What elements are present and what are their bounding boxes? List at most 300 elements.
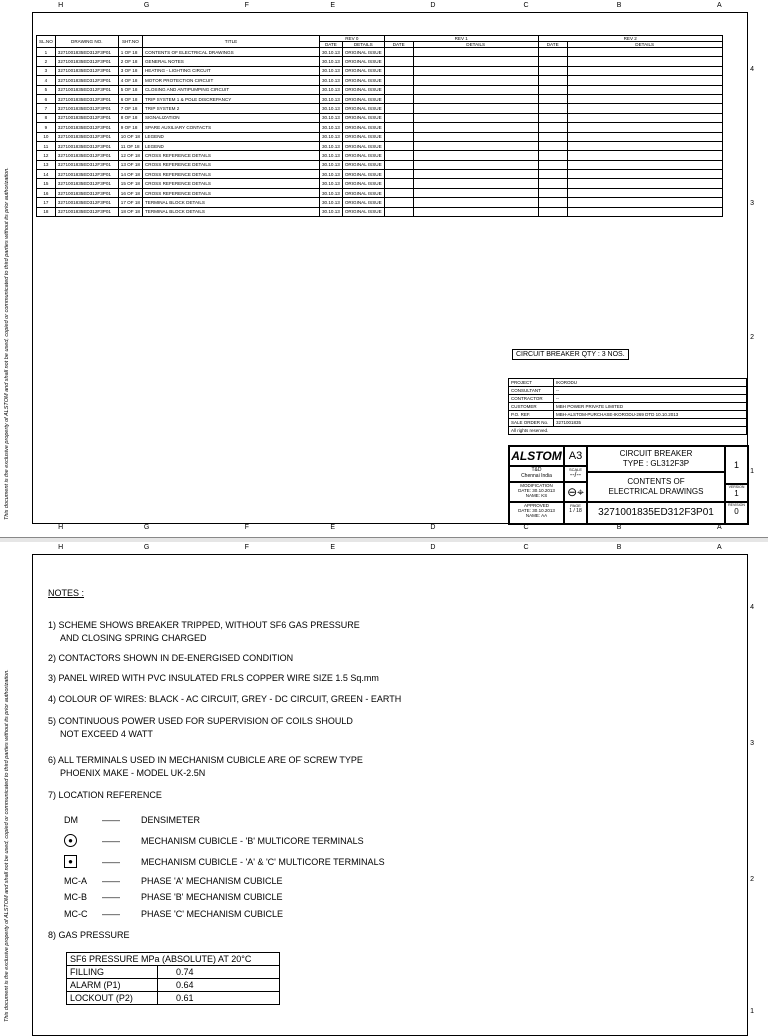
pressure-header: SF6 PRESSURE MPa (ABSOLUTE) AT 20°C — [67, 953, 280, 966]
sheet-size: A3 — [564, 446, 587, 466]
ruler-col: E — [330, 2, 336, 9]
index-cell-empty — [538, 66, 567, 75]
index-cell-empty — [413, 207, 538, 216]
page-value: 1 / 18 — [569, 508, 582, 514]
approved-date: DATE: 30.10.2013 — [518, 508, 555, 513]
index-cell-title: HEATING - LIGHTING CIRCUIT — [142, 66, 319, 75]
index-cell-empty — [567, 76, 722, 85]
index-cell-sht: 2 OF 18 — [118, 57, 142, 66]
index-cell-empty — [538, 188, 567, 197]
index-cell-details: ORIGINAL ISSUE — [342, 160, 384, 169]
modification-name: NAME: KS — [525, 493, 548, 498]
index-cell-empty — [413, 57, 538, 66]
index-cell-title: CROSS REFERENCE DETAILS — [142, 170, 319, 179]
titleblock-key: CONTRACTOR — [509, 395, 554, 403]
title-block — [508, 445, 749, 525]
index-row — [37, 141, 723, 150]
index-cell-date: 30.10.13 — [319, 160, 342, 169]
index-cell-empty — [413, 141, 538, 150]
note-5: 5) CONTINUOUS POWER USED FOR SUPERVISION OF COILS SHOULD — [48, 716, 353, 726]
alstom-logo: ALSTOM — [509, 446, 564, 466]
index-cell-empty — [567, 85, 722, 94]
index-cell-empty — [538, 113, 567, 122]
index-row — [37, 123, 723, 132]
index-cell-details: ORIGINAL ISSUE — [342, 151, 384, 160]
index-cell-empty — [567, 113, 722, 122]
dash: —— — [102, 857, 120, 867]
ruler-col: D — [430, 544, 436, 551]
index-cell-sl: 2 — [37, 57, 56, 66]
titleblock-row — [509, 395, 747, 403]
index-cell-details: ORIGINAL ISSUE — [342, 76, 384, 85]
index-cell-empty — [413, 170, 538, 179]
office — [509, 466, 564, 482]
index-cell-details: ORIGINAL ISSUE — [342, 188, 384, 197]
index-cell-dwg: 3271001835ED312F3P01 — [55, 57, 118, 66]
ruler-col: G — [143, 2, 150, 9]
dash: —— — [102, 892, 120, 902]
title-line-2: TYPE : GL312F3P — [622, 459, 690, 468]
index-cell-empty — [413, 48, 538, 57]
col-date: DATE — [319, 42, 342, 48]
index-cell-title: CROSS REFERENCE DETAILS — [142, 188, 319, 197]
index-cell-sl: 14 — [37, 170, 56, 179]
index-cell-empty — [413, 85, 538, 94]
index-cell-title: TERMINAL BLOCK DETAILS — [142, 207, 319, 216]
ruler-col: A — [717, 2, 722, 9]
top-column-ruler — [32, 544, 748, 554]
index-cell-dwg: 3271001835ED312F3P01 — [55, 160, 118, 169]
index-cell-sht: 14 OF 18 — [118, 170, 142, 179]
titleblock-row — [509, 379, 747, 387]
index-cell-empty — [384, 104, 413, 113]
ruler-col: F — [244, 524, 249, 531]
pressure-label: LOCKOUT (P2) — [67, 992, 158, 1005]
dash: —— — [102, 909, 120, 919]
modification-label: MODIFICATION — [520, 483, 553, 488]
index-cell-empty — [384, 207, 413, 216]
index-cell-date: 30.10.13 — [319, 132, 342, 141]
index-row — [37, 170, 723, 179]
col-rev1: REV 1 — [384, 36, 538, 42]
drawing-title-sub — [587, 472, 725, 502]
bottom-column-ruler — [32, 524, 748, 534]
index-cell-details: ORIGINAL ISSUE — [342, 170, 384, 179]
index-cell-date: 30.10.13 — [319, 113, 342, 122]
index-cell-empty — [413, 160, 538, 169]
loc-key-mca: MC-A — [64, 876, 87, 886]
index-cell-sht: 13 OF 18 — [118, 160, 142, 169]
index-row — [37, 85, 723, 94]
loc-value-mca: PHASE 'A' MECHANISM CUBICLE — [141, 876, 283, 886]
ruler-row: 2 — [750, 876, 754, 883]
breaker-quantity: CIRCUIT BREAKER QTY : 3 NOS. — [512, 349, 629, 360]
index-cell-title: CROSS REFERENCE DETAILS — [142, 160, 319, 169]
index-cell-empty — [567, 57, 722, 66]
index-cell-empty — [413, 151, 538, 160]
pressure-label: FILLING — [67, 966, 158, 979]
index-cell-title: CROSS REFERENCE DETAILS — [142, 151, 319, 160]
title-line-1: CIRCUIT BREAKER — [619, 449, 693, 458]
rights-note: All rights reserved. — [509, 427, 747, 435]
index-cell-empty — [538, 76, 567, 85]
ruler-row: 3 — [750, 200, 754, 207]
index-row — [37, 198, 723, 207]
note-7: 7) LOCATION REFERENCE — [48, 790, 162, 800]
index-cell-details: ORIGINAL ISSUE — [342, 132, 384, 141]
ruler-row: 1 — [750, 468, 754, 475]
index-cell-empty — [413, 132, 538, 141]
titleblock-row — [509, 411, 747, 419]
index-cell-sht: 17 OF 18 — [118, 198, 142, 207]
index-cell-sht: 15 OF 18 — [118, 179, 142, 188]
index-cell-dwg: 3271001835ED312F3P01 — [55, 170, 118, 179]
revision-label: REVISION — [728, 503, 745, 507]
version-value: 1 — [734, 489, 739, 498]
index-cell-dwg: 3271001835ED312F3P01 — [55, 48, 118, 57]
col-sheet: SHT.NO — [118, 36, 142, 48]
loc-key-mcc: MC-C — [64, 909, 88, 919]
index-cell-empty — [384, 141, 413, 150]
index-cell-empty — [538, 57, 567, 66]
index-cell-dwg: 3271001835ED312F3P01 — [55, 94, 118, 103]
ruler-row: 1 — [750, 1008, 754, 1015]
index-cell-title: TERMINAL BLOCK DETAILS — [142, 198, 319, 207]
ruler-col: A — [717, 544, 722, 551]
terminal-b-icon: ● — [64, 834, 77, 847]
index-row — [37, 66, 723, 75]
top-column-ruler — [32, 2, 748, 12]
titleblock-key: CONSULTANT — [509, 387, 554, 395]
index-cell-title: TRIP SYSTEM 1 & POLE DISCREPANCY — [142, 94, 319, 103]
titleblock-row — [509, 419, 747, 427]
version-label: VERSION — [728, 485, 745, 489]
col-date: DATE — [384, 42, 413, 48]
col-rev0: REV 0 — [319, 36, 384, 42]
drawing-number: 3271001835ED312F3P01 — [587, 502, 725, 524]
index-row — [37, 132, 723, 141]
drawing-title-main — [587, 446, 725, 472]
index-cell-empty — [538, 170, 567, 179]
index-cell-details: ORIGINAL ISSUE — [342, 207, 384, 216]
index-cell-details: ORIGINAL ISSUE — [342, 113, 384, 122]
index-cell-empty — [384, 151, 413, 160]
ruler-col: H — [58, 524, 64, 531]
index-cell-empty — [538, 151, 567, 160]
index-cell-sht: 8 OF 18 — [118, 113, 142, 122]
col-title: TITLE — [142, 36, 319, 48]
index-cell-sl: 11 — [37, 141, 56, 150]
index-cell-empty — [538, 132, 567, 141]
index-cell-title: LEGEND — [142, 141, 319, 150]
titleblock-value: MBH-ALSTOM-PURCHASE-IKORODU-269 DTD 10.10.2013 — [554, 411, 747, 419]
index-cell-date: 30.10.13 — [319, 66, 342, 75]
index-cell-date: 30.10.13 — [319, 151, 342, 160]
index-cell-dwg: 3271001835ED312F3P01 — [55, 76, 118, 85]
index-cell-empty — [538, 179, 567, 188]
index-cell-empty — [413, 179, 538, 188]
ruler-row: 4 — [750, 604, 754, 611]
index-cell-empty — [384, 57, 413, 66]
dash: —— — [102, 876, 120, 886]
index-cell-sl: 18 — [37, 207, 56, 216]
index-cell-empty — [567, 123, 722, 132]
loc-value-b: MECHANISM CUBICLE - 'B' MULTICORE TERMINALS — [141, 836, 364, 846]
index-cell-empty — [538, 123, 567, 132]
index-cell-title: MOTOR PROTECTION CIRCUIT — [142, 76, 319, 85]
ruler-col: G — [143, 544, 150, 551]
ruler-col: G — [143, 524, 150, 531]
index-cell-date: 30.10.13 — [319, 141, 342, 150]
sf6-pressure-table — [66, 952, 280, 1005]
index-cell-title: TRIP SYSTEM 2 — [142, 104, 319, 113]
index-cell-sht: 6 OF 18 — [118, 94, 142, 103]
index-cell-sht: 4 OF 18 — [118, 76, 142, 85]
page — [564, 502, 587, 524]
index-cell-empty — [384, 132, 413, 141]
index-cell-sl: 15 — [37, 179, 56, 188]
index-cell-empty — [413, 76, 538, 85]
index-row — [37, 94, 723, 103]
index-row — [37, 104, 723, 113]
note-1-cont: AND CLOSING SPRING CHARGED — [60, 633, 207, 643]
col-details: DETAILS — [413, 42, 538, 48]
ruler-col: D — [430, 2, 436, 9]
confidentiality-note: This document is the exclusive property of ALSTOM and shall not be used, copied or communicated to third parties without its prior authorization. — [4, 167, 10, 520]
index-cell-date: 30.10.13 — [319, 104, 342, 113]
index-row — [37, 57, 723, 66]
index-cell-title: LEGEND — [142, 132, 319, 141]
index-cell-empty — [567, 179, 722, 188]
index-cell-sht: 16 OF 18 — [118, 188, 142, 197]
index-cell-empty — [538, 94, 567, 103]
modification — [509, 482, 564, 502]
index-cell-empty — [413, 123, 538, 132]
modification-date: DATE: 30.10.2013 — [518, 488, 555, 493]
index-cell-sht: 5 OF 18 — [118, 85, 142, 94]
index-cell-title: CROSS REFERENCE DETAILS — [142, 179, 319, 188]
td-label: T&D — [531, 467, 542, 473]
pressure-label: ALARM (P1) — [67, 979, 158, 992]
index-cell-empty — [384, 198, 413, 207]
index-cell-empty — [538, 85, 567, 94]
note-2: 2) CONTACTORS SHOWN IN DE-ENERGISED CONDITION — [48, 653, 294, 663]
index-cell-empty — [384, 48, 413, 57]
index-cell-title: CONTENTS OF ELECTRICAL DRAWINGS — [142, 48, 319, 57]
index-cell-dwg: 3271001835ED312F3P01 — [55, 188, 118, 197]
pressure-value: 0.64 — [158, 979, 280, 992]
index-cell-sl: 6 — [37, 94, 56, 103]
index-cell-empty — [384, 188, 413, 197]
index-cell-empty — [384, 179, 413, 188]
projection-symbol-icon: ⊖⌖ — [564, 482, 587, 502]
index-cell-sht: 1 OF 18 — [118, 48, 142, 57]
index-cell-details: ORIGINAL ISSUE — [342, 94, 384, 103]
col-rev2: REV 2 — [538, 36, 722, 42]
ruler-col: E — [330, 524, 336, 531]
index-cell-empty — [384, 94, 413, 103]
loc-value-mcc: PHASE 'C' MECHANISM CUBICLE — [141, 909, 283, 919]
index-row — [37, 151, 723, 160]
index-cell-date: 30.10.13 — [319, 179, 342, 188]
index-cell-empty — [538, 141, 567, 150]
index-cell-dwg: 3271001835ED312F3P01 — [55, 179, 118, 188]
index-cell-sht: 7 OF 18 — [118, 104, 142, 113]
index-cell-sl: 10 — [37, 132, 56, 141]
approved — [509, 502, 564, 524]
index-cell-empty — [567, 198, 722, 207]
index-cell-date: 30.10.13 — [319, 76, 342, 85]
ruler-row: 2 — [750, 334, 754, 341]
titleblock-value: IKORODU — [554, 379, 747, 387]
loc-value-mcb: PHASE 'B' MECHANISM CUBICLE — [141, 892, 283, 902]
title-line-4: ELECTRICAL DRAWINGS — [608, 487, 704, 496]
index-cell-empty — [567, 48, 722, 57]
index-cell-title: SIGNALIZATION — [142, 113, 319, 122]
title-line-3: CONTENTS OF — [627, 477, 685, 486]
index-cell-sl: 12 — [37, 151, 56, 160]
scale-label: SCALE — [568, 467, 583, 472]
pressure-value: 0.74 — [158, 966, 280, 979]
ruler-col: H — [58, 2, 64, 9]
index-row — [37, 48, 723, 57]
index-cell-empty — [413, 113, 538, 122]
index-cell-empty — [384, 113, 413, 122]
index-cell-empty — [413, 94, 538, 103]
index-cell-empty — [567, 188, 722, 197]
ruler-col: C — [523, 2, 529, 9]
titleblock-value: 3271001835 — [554, 419, 747, 427]
index-cell-details: ORIGINAL ISSUE — [342, 85, 384, 94]
index-row — [37, 207, 723, 216]
dash: —— — [102, 815, 120, 825]
titleblock-key: CUSTOMER — [509, 403, 554, 411]
index-cell-empty — [567, 170, 722, 179]
index-row — [37, 76, 723, 85]
index-cell-sht: 10 OF 18 — [118, 132, 142, 141]
index-cell-empty — [567, 66, 722, 75]
ruler-col: C — [523, 544, 529, 551]
index-cell-sl: 7 — [37, 104, 56, 113]
index-cell-date: 30.10.13 — [319, 207, 342, 216]
col-details: DETAILS — [342, 42, 384, 48]
ruler-col: A — [717, 524, 722, 531]
ruler-col: B — [616, 544, 622, 551]
index-cell-dwg: 3271001835ED312F3P01 — [55, 113, 118, 122]
loc-key-dm: DM — [64, 815, 78, 825]
index-cell-date: 30.10.13 — [319, 123, 342, 132]
index-cell-empty — [413, 104, 538, 113]
ruler-col: B — [616, 2, 622, 9]
index-cell-empty — [567, 104, 722, 113]
index-cell-empty — [538, 207, 567, 216]
index-cell-empty — [567, 132, 722, 141]
index-cell-sl: 17 — [37, 198, 56, 207]
ruler-col: H — [58, 544, 64, 551]
index-row — [37, 188, 723, 197]
index-cell-sht: 9 OF 18 — [118, 123, 142, 132]
note-6-cont: PHOENIX MAKE - MODEL UK-2.5N — [60, 768, 206, 778]
index-cell-dwg: 3271001835ED312F3P01 — [55, 151, 118, 160]
index-cell-empty — [567, 207, 722, 216]
version — [725, 484, 748, 502]
index-cell-sht: 11 OF 18 — [118, 141, 142, 150]
ruler-col: F — [244, 544, 249, 551]
approved-name: NAME: AA — [525, 513, 548, 518]
ruler-row: 3 — [750, 740, 754, 747]
titleblock-key: P.O. REF. — [509, 411, 554, 419]
index-cell-sht: 3 OF 18 — [118, 66, 142, 75]
index-cell-date: 30.10.13 — [319, 188, 342, 197]
index-cell-title: GENERAL NOTES — [142, 57, 319, 66]
index-cell-empty — [567, 94, 722, 103]
index-cell-empty — [384, 76, 413, 85]
index-cell-sl: 16 — [37, 188, 56, 197]
ruler-col: B — [616, 524, 622, 531]
index-cell-empty — [538, 48, 567, 57]
index-cell-dwg: 3271001835ED312F3P01 — [55, 66, 118, 75]
index-cell-dwg: 3271001835ED312F3P01 — [55, 104, 118, 113]
approved-label: APPROVED — [523, 503, 549, 508]
index-cell-empty — [538, 160, 567, 169]
index-row — [37, 179, 723, 188]
titleblock-value: -- — [554, 387, 747, 395]
titleblock-key: PROJECT — [509, 379, 554, 387]
index-cell-details: ORIGINAL ISSUE — [342, 179, 384, 188]
index-cell-dwg: 3271001835ED312F3P01 — [55, 123, 118, 132]
index-cell-details: ORIGINAL ISSUE — [342, 104, 384, 113]
index-cell-empty — [384, 66, 413, 75]
index-cell-empty — [538, 198, 567, 207]
index-cell-dwg: 3271001835ED312F3P01 — [55, 207, 118, 216]
index-cell-empty — [384, 170, 413, 179]
index-cell-details: ORIGINAL ISSUE — [342, 48, 384, 57]
index-cell-title: SPARE AUXILIARY CONTACTS — [142, 123, 319, 132]
index-cell-empty — [567, 151, 722, 160]
index-cell-title: CLOSING AND ANTIPUMPING CIRCUIT — [142, 85, 319, 94]
index-cell-details: ORIGINAL ISSUE — [342, 57, 384, 66]
titleblock-row — [509, 403, 747, 411]
note-4: 4) COLOUR OF WIRES: BLACK - AC CIRCUIT, GREY - DC CIRCUIT, GREEN - EARTH — [48, 694, 402, 704]
ruler-col: F — [244, 2, 249, 9]
revision — [725, 502, 748, 524]
index-cell-sl: 1 — [37, 48, 56, 57]
index-cell-sl: 13 — [37, 160, 56, 169]
index-cell-empty — [384, 160, 413, 169]
index-cell-date: 30.10.13 — [319, 85, 342, 94]
index-cell-empty — [413, 188, 538, 197]
note-8: 8) GAS PRESSURE — [48, 930, 130, 940]
terminal-ac-icon: ● — [64, 855, 77, 868]
revision-value: 0 — [734, 507, 739, 516]
title-block-info — [508, 378, 747, 435]
notes-heading: NOTES : — [48, 588, 85, 598]
titleblock-value: -- — [554, 395, 747, 403]
index-cell-sht: 12 OF 18 — [118, 151, 142, 160]
index-cell-details: ORIGINAL ISSUE — [342, 123, 384, 132]
col-details: DETAILS — [567, 42, 722, 48]
note-6: 6) ALL TERMINALS USED IN MECHANISM CUBICLE ARE OF SCREW TYPE — [48, 755, 363, 765]
index-cell-dwg: 3271001835ED312F3P01 — [55, 141, 118, 150]
index-cell-dwg: 3271001835ED312F3P01 — [55, 132, 118, 141]
sheet-number: 1 — [725, 446, 748, 484]
index-cell-details: ORIGINAL ISSUE — [342, 66, 384, 75]
index-cell-date: 30.10.13 — [319, 94, 342, 103]
col-drawing: DRAWING NO. — [55, 36, 118, 48]
note-5-cont: NOT EXCEED 4 WATT — [60, 729, 153, 739]
index-cell-date: 30.10.13 — [319, 48, 342, 57]
scale-value: --/-- — [569, 472, 582, 479]
